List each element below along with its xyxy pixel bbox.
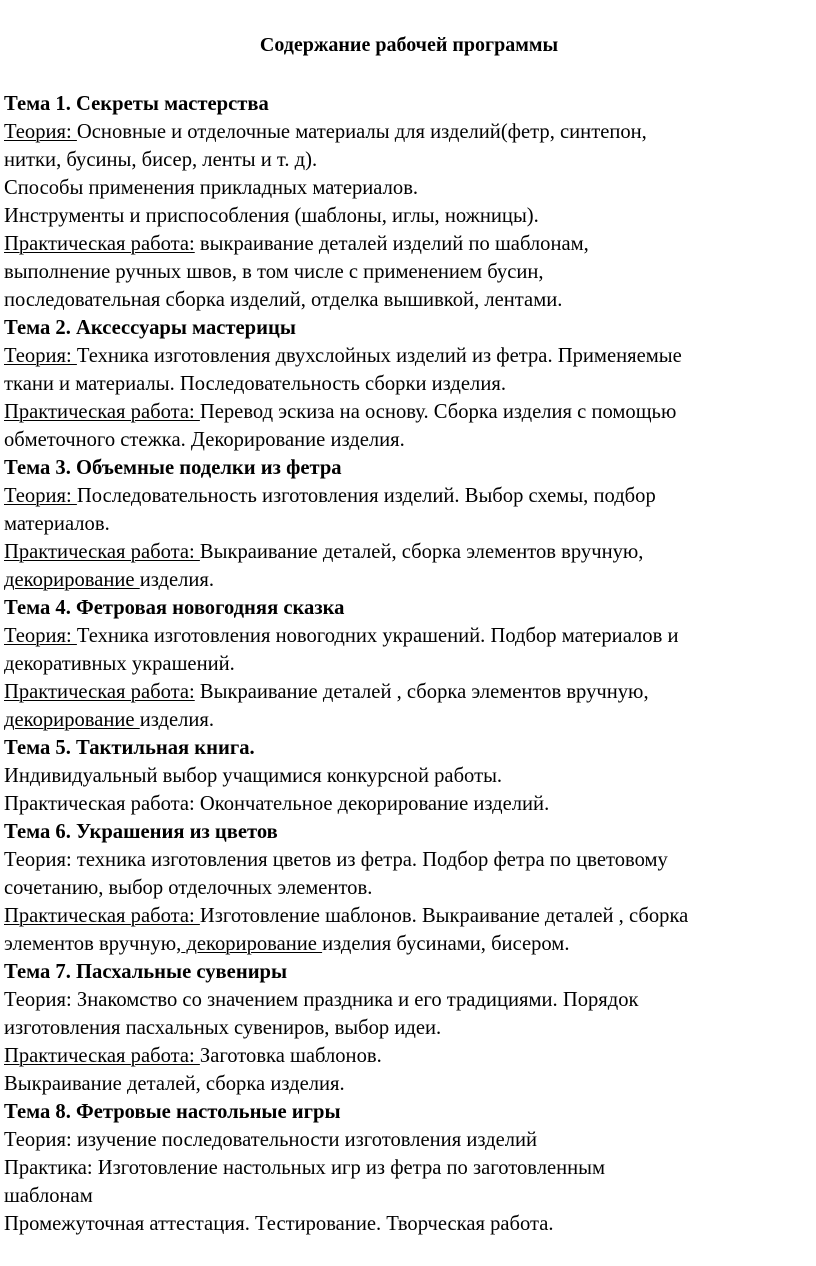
text-segment: изделия. xyxy=(139,569,215,591)
topic-text-line xyxy=(4,650,812,678)
text-segment: Последовательность изготовления изделий. Выбор схемы, подбор xyxy=(76,485,656,507)
underlined-label: Теория: xyxy=(4,345,77,367)
topic-number: Тема 7 xyxy=(4,961,66,983)
topic-text-line xyxy=(4,762,812,790)
topic-text-line xyxy=(4,398,812,426)
text-segment: Способы применения прикладных материалов. xyxy=(4,177,419,199)
text-segment: Техника изготовления новогодних украшений. Подбор материалов и xyxy=(76,625,679,647)
topic-text-line xyxy=(4,286,812,314)
underlined-label: декорирование xyxy=(181,933,323,955)
underlined-label: Практическая работа: xyxy=(4,1045,200,1067)
topic-text-line xyxy=(4,846,812,874)
topic-text-line xyxy=(4,426,812,454)
text-segment: Выкраивание деталей, сборка элементов вручную, xyxy=(199,541,644,563)
underlined-label: Практическая работа: xyxy=(4,401,200,423)
topic-heading xyxy=(4,734,812,762)
topic-heading xyxy=(4,314,812,342)
underlined-label: Практическая работа: xyxy=(4,905,200,927)
topic-name: Пасхальные сувениры xyxy=(76,961,288,983)
underlined-label: декорирование xyxy=(4,709,140,731)
topic-text-line xyxy=(4,146,812,174)
topic-text-line xyxy=(4,986,812,1014)
topic-heading xyxy=(4,594,812,622)
topic-heading: Тема 7. Пасхальные сувениры xyxy=(4,961,288,983)
text-segment: декоративных украшений. xyxy=(4,653,235,675)
topic-heading: Тема 3. Объемные поделки из фетра xyxy=(4,457,342,479)
text-segment: Техника изготовления двухслойных изделий из фетра. Применяемые xyxy=(76,345,682,367)
topic-text-line xyxy=(4,930,812,958)
topic-text-line xyxy=(4,118,812,146)
topic-name: Объемные поделки из фетра xyxy=(76,457,342,479)
text-segment: последовательная сборка изделий, отделка вышивкой, лентами. xyxy=(4,289,563,311)
text-segment: Промежуточная аттестация. Тестирование. Творческая работа. xyxy=(4,1213,554,1235)
topic-text-line xyxy=(4,1182,812,1210)
text-segment: Изготовление шаблонов. Выкраивание деталей , сборка xyxy=(199,905,689,927)
underlined-label: Теория: xyxy=(4,625,77,647)
text-segment: Теория: изучение последовательности изготовления изделий xyxy=(4,1129,538,1151)
topic-name: Украшения из цветов xyxy=(76,821,278,843)
topic-text-line xyxy=(4,622,812,650)
text-segment: нитки, бусины, бисер, ленты и т. д). xyxy=(4,149,318,171)
topic-text-line xyxy=(4,1126,812,1154)
topic-text-line xyxy=(4,510,812,538)
topic-number: Тема 4. xyxy=(4,597,71,619)
text-segment: обметочного стежка. Декорирование изделия. xyxy=(4,429,405,451)
topic-number: Тема 3 xyxy=(4,457,66,479)
text-segment: Перевод эскиза на основу. Сборка изделия с помощью xyxy=(199,401,677,423)
underlined-label: Практическая работа: xyxy=(4,541,200,563)
text-segment: материалов. xyxy=(4,513,110,535)
text-segment: шаблонам xyxy=(4,1185,93,1207)
text-segment: Заготовка шаблонов. xyxy=(199,1045,382,1067)
topic-text-line xyxy=(4,706,812,734)
topic-text-line xyxy=(4,1042,812,1070)
topic-text-line xyxy=(4,1210,812,1238)
document-title: Содержание рабочей программы xyxy=(259,34,559,56)
text-segment: Практическая работа: Окончательное декорирование изделий. xyxy=(4,793,550,815)
topic-text-line xyxy=(4,342,812,370)
topic-name: Аксессуары мастерицы xyxy=(76,317,296,339)
underlined-label: Практическая работа: xyxy=(4,681,195,703)
text-segment: Теория: техника изготовления цветов из фетра. Подбор фетра по цветовому xyxy=(4,849,668,871)
topic-name: Тактильная книга. xyxy=(76,737,255,759)
topic-text-line xyxy=(4,902,812,930)
text-segment: выполнение ручных швов, в том числе с применением бусин, xyxy=(4,261,544,283)
text-segment: Выкраивание деталей, сборка изделия. xyxy=(4,1073,345,1095)
text-segment: изделия. xyxy=(139,709,215,731)
topic-number: Тема 2. xyxy=(4,317,71,339)
topic-name: Фетровая новогодняя сказка xyxy=(76,597,345,619)
text-segment: выкраивание деталей изделий по шаблонам, xyxy=(194,233,589,255)
text-segment: Основные и отделочные материалы для изделий(фетр, синтепон, xyxy=(76,121,647,143)
topic-text-line xyxy=(4,370,812,398)
underlined-label: Теория: xyxy=(4,121,77,143)
topic-text-line xyxy=(4,1154,812,1182)
topic-heading: Тема 6. Украшения из цветов xyxy=(4,821,278,843)
topic-text-line xyxy=(4,1014,812,1042)
underlined-label: Теория: xyxy=(4,485,77,507)
topic-number: Тема 6 xyxy=(4,821,66,843)
topic-text-line xyxy=(4,202,812,230)
topic-number: Тема 1. xyxy=(4,93,71,115)
text-segment: элементов вручную, xyxy=(4,933,182,955)
topic-heading xyxy=(4,90,812,118)
text-segment: Инструменты и приспособления (шаблоны, иглы, ножницы). xyxy=(4,205,539,227)
topic-text-line xyxy=(4,482,812,510)
underlined-label: декорирование xyxy=(4,569,140,591)
text-segment: изготовления пасхальных сувениров, выбор идеи. xyxy=(4,1017,442,1039)
text-segment: изделия бусинами, бисером. xyxy=(322,933,570,955)
topic-number: Тема 8. xyxy=(4,1101,71,1123)
text-segment: Практика: Изготовление настольных игр из фетра по заготовленным xyxy=(4,1157,606,1179)
topic-name: Секреты мастерства xyxy=(76,93,269,115)
topic-text-line xyxy=(4,678,812,706)
text-segment: Теория: Знакомство со значением праздника и его традициями. Порядок xyxy=(4,989,639,1011)
text-segment: Выкраивание деталей , сборка элементов вручную, xyxy=(194,681,649,703)
topic-text-line xyxy=(4,874,812,902)
topic-text-line xyxy=(4,566,812,594)
topic-name: Фетровые настольные игры xyxy=(76,1101,341,1123)
text-segment: ткани и материалы. Последовательность сборки изделия. xyxy=(4,373,506,395)
topic-text-line xyxy=(4,1070,812,1098)
topics-list xyxy=(4,90,812,1238)
topic-number: Тема 5. xyxy=(4,737,71,759)
text-segment: Индивидуальный выбор учащимися конкурсной работы. xyxy=(4,765,503,787)
text-segment: сочетанию, выбор отделочных элементов. xyxy=(4,877,373,899)
topic-text-line xyxy=(4,790,812,818)
topic-text-line xyxy=(4,258,812,286)
underlined-label: Практическая работа: xyxy=(4,233,195,255)
topic-heading xyxy=(4,1098,812,1126)
topic-text-line xyxy=(4,230,812,258)
topic-text-line xyxy=(4,174,812,202)
topic-text-line xyxy=(4,538,812,566)
